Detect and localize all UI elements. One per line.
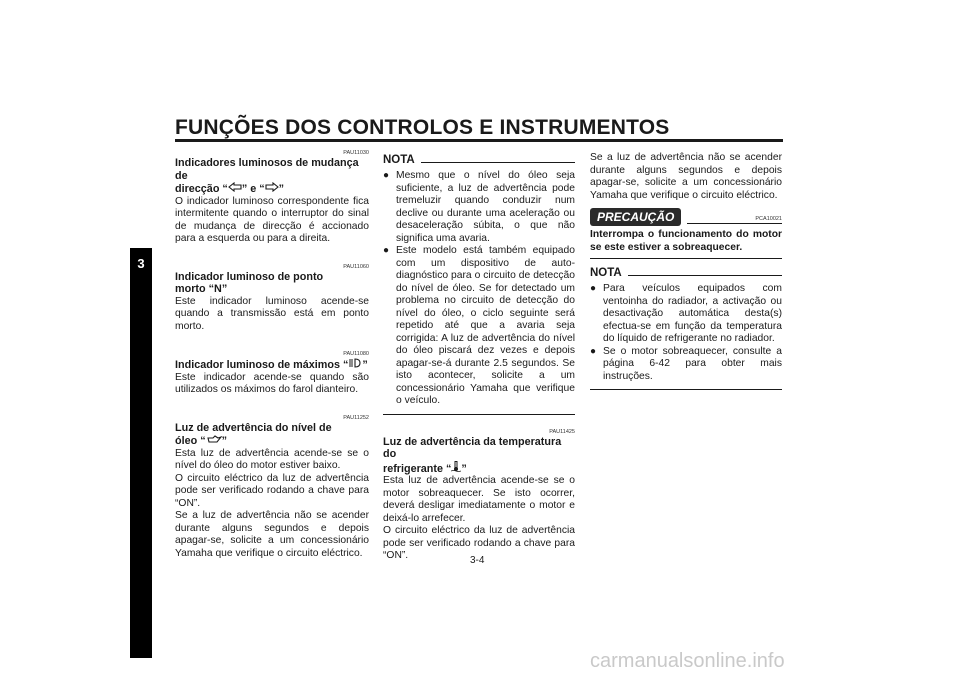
column-left: [175, 150, 369, 560]
caution-text: Interrompa o funcionamento do motor se este estiver a sobreaquecer.: [590, 229, 782, 253]
bullet-icon: ●: [590, 345, 597, 357]
turn-left-icon: [228, 182, 242, 192]
section-heading-turn-signal: Indicadores luminosos de mudança de direcção “ ” e “ ”: [175, 157, 359, 195]
paragraph: Este indicador luminoso acende-se quando a transmissão está em ponto morto.: [175, 295, 369, 332]
bullet-icon: ●: [383, 170, 390, 181]
paragraph: Se a luz de advertência não se acender durante alguns segundos e depois apagar-se, solicite a um concessionário Yamaha que verifique o circuito eléctrico.: [175, 510, 369, 559]
page-title: FUNÇÕES DOS CONTROLOS E INSTRUMENTOS: [175, 116, 670, 139]
bullet-icon: ●: [590, 283, 597, 294]
section-code: PCA10021: [755, 216, 782, 222]
note-list: [590, 283, 782, 383]
section-heading-coolant: Luz de advertência da temperatura do refrigerante “ ”: [383, 435, 562, 475]
section-heading-oil-level: Luz de advertência do nível de óleo “ ”: [175, 421, 332, 447]
note-header: NOTA: [383, 154, 575, 166]
note-end-rule: [590, 389, 782, 390]
section-heading-neutral: Indicador luminoso de ponto morto “N”: [175, 270, 324, 295]
section-code: PAU11080: [343, 351, 369, 357]
caution-end-rule: [590, 258, 782, 259]
watermark: carmanualsonline.info: [590, 650, 785, 672]
turn-right-icon: [265, 182, 279, 192]
paragraph: Este indicador acende-se quando são utilizados os máximos do farol dianteiro.: [175, 371, 369, 395]
list-item: ● Para veículos equipados com ventoinha do radiador, a activação ou desactivação automática desta(s) efectua-se em função da temperatura do líquido de refrigerante no radiador.: [590, 283, 782, 344]
section-code: PAU11030: [343, 150, 369, 156]
list-item: ● Mesmo que o nível do óleo seja suficiente, a luz de advertência pode tremeluzir quando conduzir num declive ou durante uma aceleração ou desaceleração súbita, o que não significa uma avaria.: [383, 170, 575, 244]
title-rule: [175, 139, 783, 142]
caution-badge: PRECAUÇÃO: [590, 208, 681, 226]
high-beam-icon: [348, 358, 362, 368]
section-code: PAU11252: [343, 414, 369, 421]
section-heading-high-beam: Indicador luminoso de máximos “ ”: [175, 359, 368, 371]
note-header: NOTA: [590, 267, 782, 279]
paragraph: O circuito eléctrico da luz de advertência pode ser verificado rodando a chave para “ON”.: [383, 525, 575, 561]
neutral-icon: N: [214, 283, 222, 295]
paragraph: Esta luz de advertência acende-se se o motor sobreaquecer. Se isto ocorrer, deverá desligar imediatamente o motor e deixá-lo arrefecer.: [383, 475, 575, 524]
paragraph: O indicador luminoso correspondente fica intermitente quando o interruptor do sinal de mudança de direcção é accionado para a esquerda ou para a direita.: [175, 195, 369, 244]
section-code: PAU11425: [549, 428, 575, 435]
chapter-tab: 3: [130, 248, 152, 658]
note-list: [383, 170, 575, 408]
list-item: ● Este modelo está também equipado com um dispositivo de auto-diagnóstico para o circuito de detecção do nível de óleo. Se for detectado um problema no circuito de detecção do nível do óleo, o ciclo seguinte será repetido até que a avaria seja corrigida: A luz de advertência do nível do óleo piscará dez vezes e depois apagar-se-á durante 2.5 segundos. Se isto acontecer, solicite a um concessionário Yamaha que verifique o veículo.: [383, 245, 575, 406]
section-code: PAU11060: [343, 263, 369, 270]
thermometer-icon: [451, 461, 461, 472]
bullet-icon: ●: [383, 245, 390, 256]
paragraph: O circuito eléctrico da luz de advertência pode ser verificado rodando a chave para “ON”.: [175, 472, 369, 509]
page-number: 3-4: [470, 555, 485, 566]
column-right: [590, 152, 782, 390]
paragraph: Esta luz de advertência acende-se se o nível do óleo do motor estiver baixo.: [175, 447, 369, 471]
oil-can-icon: [206, 434, 222, 444]
column-middle: [383, 150, 575, 563]
list-item: ● Se o motor sobreaquecer, consulte a página 6-42 para obter mais instruções.: [590, 345, 782, 382]
paragraph: Se a luz de advertência não se acender durante alguns segundos e depois apagar-se, solicite a um concessionário Yamaha que verifique o circuito eléctrico.: [590, 152, 782, 201]
